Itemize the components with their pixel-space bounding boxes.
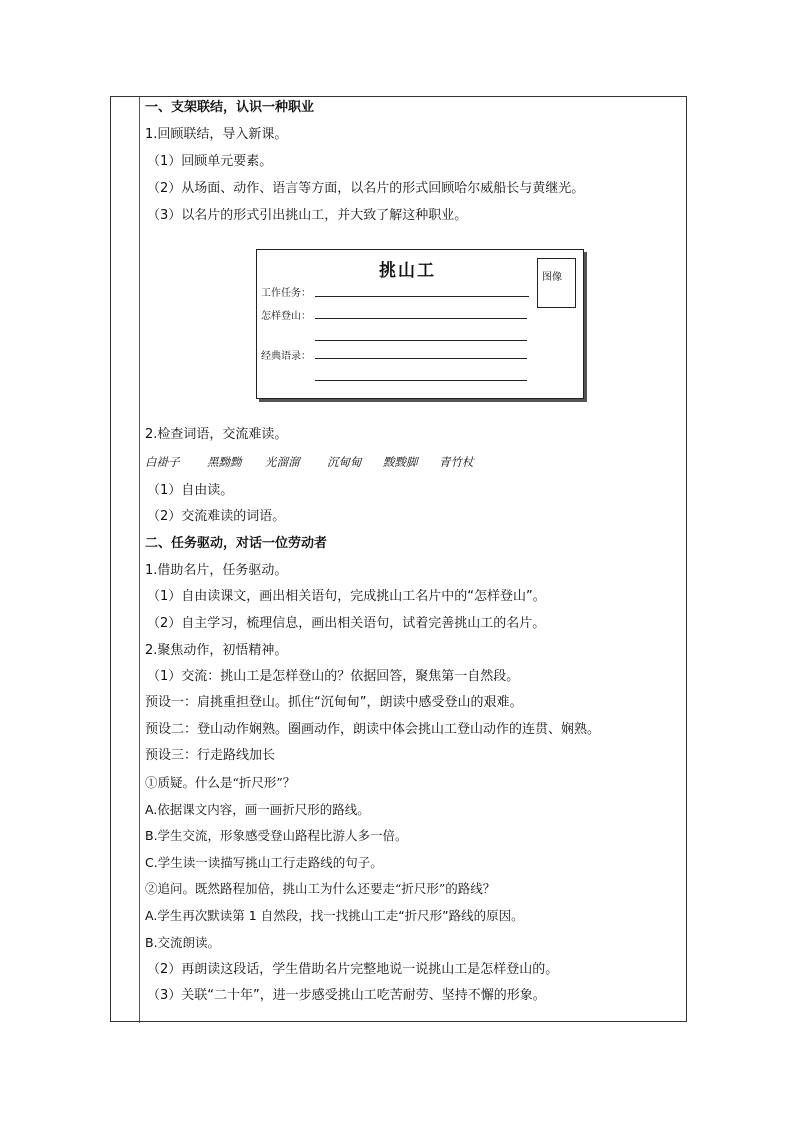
vocab-word: 青竹杖: [439, 455, 474, 469]
section-1-step-2b: （2）交流难读的词语。: [147, 509, 286, 524]
question-1-b: B.学生交流，形象感受登山路程比游人多一倍。: [145, 828, 408, 843]
section-1-step-2a: （1）自由读。: [147, 483, 234, 498]
name-card-label-quote: 经典语录：: [261, 351, 311, 362]
section-1-step-2: 2.检查词语，交流难读。: [145, 427, 288, 442]
section-2-step-1: 1.借助名片，任务驱动。: [145, 563, 288, 578]
table-column-divider: [139, 97, 140, 1023]
vocab-word: 黑黝黝: [207, 455, 242, 469]
section-2-step-2a: （1）交流：挑山工是怎样登山的？依据回答，聚焦第一自然段。: [147, 669, 520, 684]
name-card-photo-box: [537, 258, 576, 308]
section-2-step-1b: （2）自主学习，梳理信息，画出相关语句，试着完善挑山工的名片。: [147, 616, 546, 631]
question-1-c: C.学生读一读描写挑山工行走路线的句子。: [145, 855, 383, 870]
name-card-line: [315, 296, 529, 297]
section-1-step-1a: （1）回顾单元要素。: [147, 154, 273, 169]
name-card-title: 挑山工: [379, 261, 436, 281]
vocab-word: 白褂子: [145, 455, 180, 469]
vocab-word: 沉甸甸: [327, 455, 362, 469]
name-card-photo-label: 图像: [542, 272, 562, 283]
section-1-step-1b: （2）从场面、动作、语言等方面，以名片的形式回顾哈尔威船长与黄继光。: [147, 181, 585, 196]
name-card-label-task: 工作任务：: [261, 288, 311, 299]
section-2-step-2c: （3）关联“二十年”，进一步感受挑山工吃苦耐劳、坚持不懈的形象。: [147, 988, 546, 1003]
name-card-label-how: 怎样登山：: [261, 311, 311, 322]
name-card-line: [315, 340, 527, 341]
section-2-title: 二、任务驱动，对话一位劳动者: [145, 536, 328, 551]
question-1-a: A.依据课文内容，画一画折尺形的路线。: [145, 802, 370, 817]
section-1-title: 一、支架联结，认识一种职业: [145, 100, 315, 115]
question-2: ②追问。既然路程加倍，挑山工为什么还要走“折尺形”的路线？: [145, 881, 496, 896]
preset-1: 预设一：肩挑重担登山。抓住“沉甸甸”，朗读中感受登山的艰难。: [145, 695, 523, 710]
name-card-figure: [256, 249, 584, 399]
preset-2: 预设二：登山动作娴熟。圈画动作，朗读中体会挑山工登山动作的连贯、娴熟。: [145, 722, 601, 737]
preset-3: 预设三：行走路线加长: [145, 748, 276, 763]
section-2-step-2: 2.聚焦动作，初悟精神。: [145, 643, 288, 658]
section-2-step-1a: （1）自由读课文，画出相关语句，完成挑山工名片中的“怎样登山”。: [147, 589, 546, 604]
section-1-step-1c: （3）以名片的形式引出挑山工，并大致了解这种职业。: [147, 208, 468, 223]
question-1: ①质疑。什么是“折尺形”？: [145, 775, 296, 790]
name-card-line: [315, 318, 527, 319]
vocab-word: 黢黢脚: [383, 455, 418, 469]
question-2-b: B.交流朗读。: [145, 935, 221, 950]
name-card-line: [315, 380, 527, 381]
name-card-line: [315, 358, 527, 359]
lesson-plan-frame: [110, 96, 687, 1022]
section-2-step-2b: （2）再朗读这段话，学生借助名片完整地说一说挑山工是怎样登山的。: [147, 962, 559, 977]
question-2-a: A.学生再次默读第 1 自然段，找一找挑山工走“折尺形”路线的原因。: [145, 908, 524, 923]
vocab-word: 光溜溜: [265, 455, 300, 469]
vocab-list: [145, 454, 495, 470]
section-1-step-1: 1.回顾联结，导入新课。: [145, 127, 288, 142]
